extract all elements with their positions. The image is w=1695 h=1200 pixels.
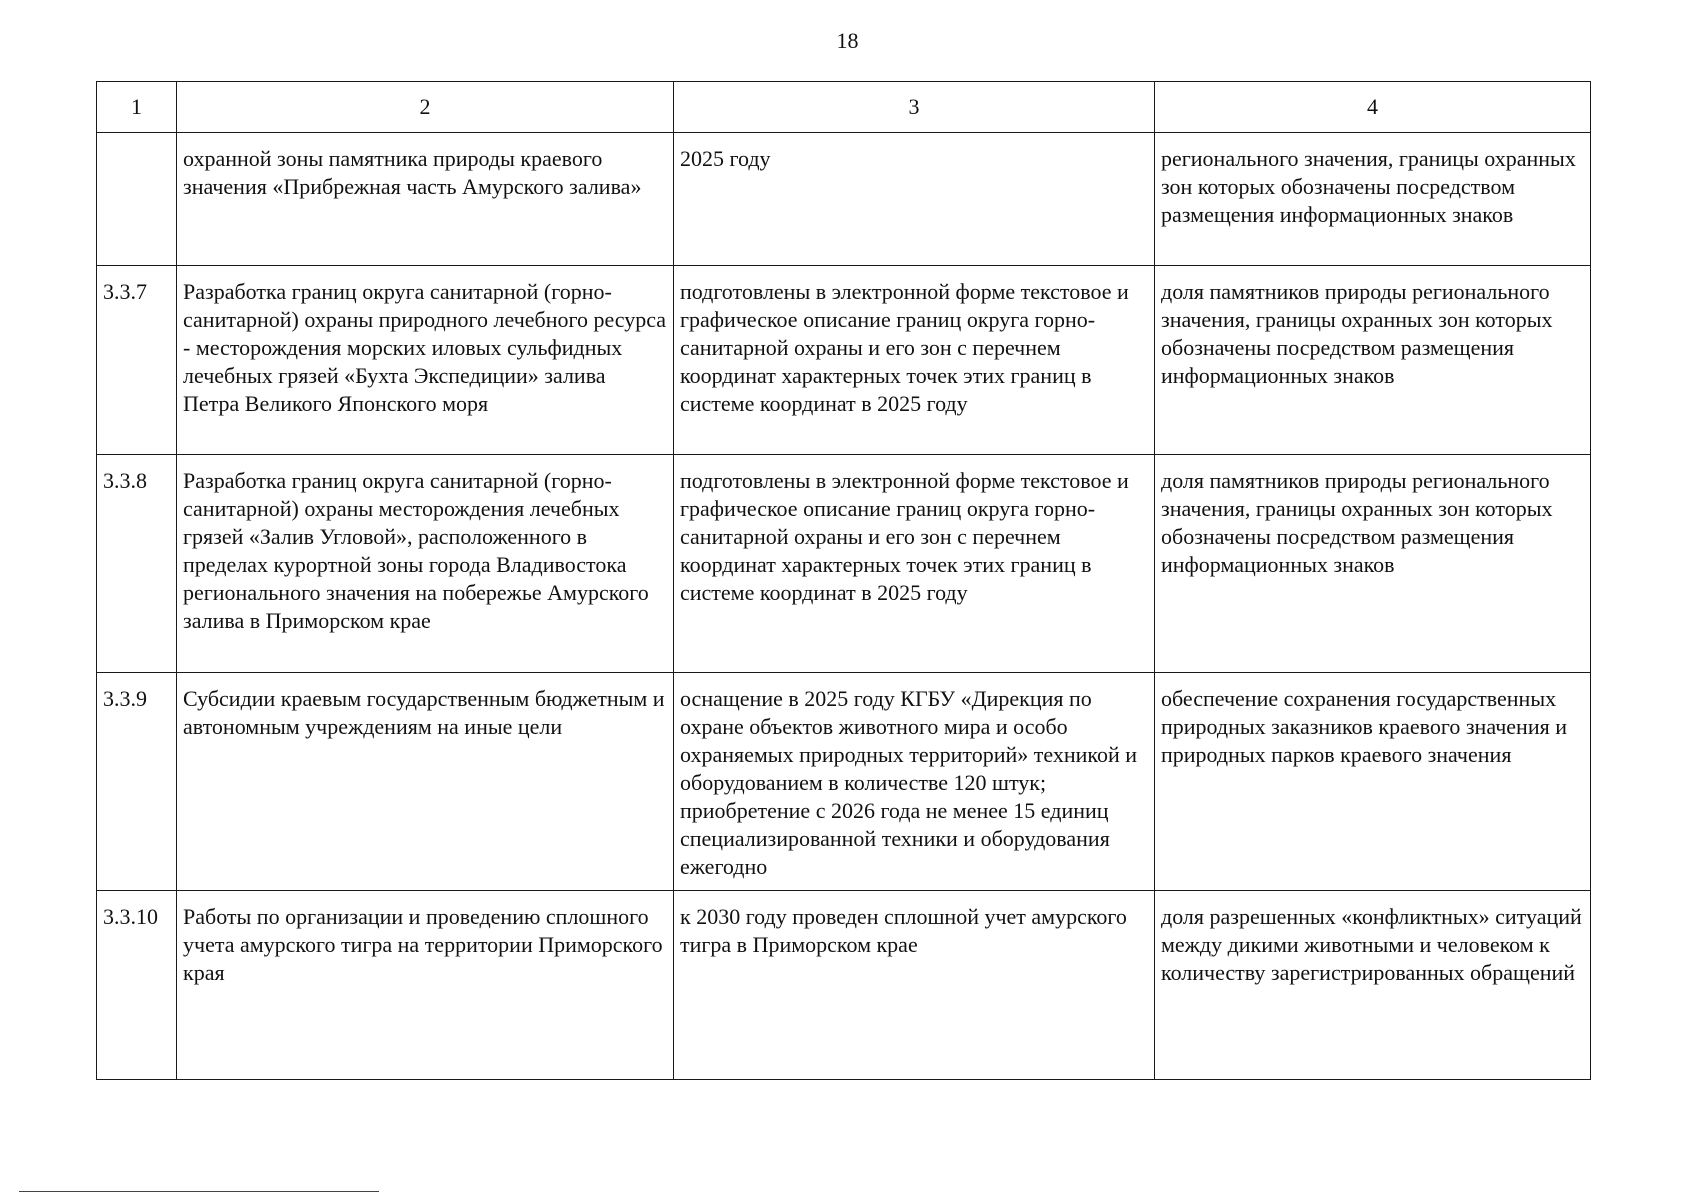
row-result: 2025 году: [674, 133, 1155, 266]
row-measure: Разработка границ округа санитарной (горно-санитарной) охраны месторождения лечебных грязей «Залив Угловой», расположенного в пределах курортной зоны города Владивостока регионального значения на побережье Амурского залива в Приморском крае: [177, 455, 674, 673]
table-header-row: [97, 82, 1591, 133]
row-number: 3.3.7: [97, 266, 177, 455]
row-indicator: доля разрешенных «конфликтных» ситуаций между дикими животными и человеком к количеству зарегистрированных обращений: [1155, 891, 1591, 1080]
page-number: 18: [836, 28, 859, 53]
column-header-3: 3: [674, 82, 1155, 133]
row-result: оснащение в 2025 году КГБУ «Дирекция по охране объектов животного мира и особо охраняемых природных территорий» техникой и оборудованием в количестве 120 штук; приобретение с 2026 года не менее 15 единиц специализированной техники и оборудования ежегодно: [674, 673, 1155, 891]
row-indicator: обеспечение сохранения государственных природных заказников краевого значения и природных парков краевого значения: [1155, 673, 1591, 891]
table-row: [97, 891, 1591, 1080]
table-row: [97, 673, 1591, 891]
row-indicator: регионального значения, границы охранных зон которых обозначены посредством размещения информационных знаков: [1155, 133, 1591, 266]
row-result: подготовлены в электронной форме текстовое и графическое описание границ округа горно-санитарной охраны и его зон с перечнем координат характерных точек этих границ в системе координат в 2025 году: [674, 455, 1155, 673]
row-measure: охранной зоны памятника природы краевого значения «Прибрежная часть Амурского залива»: [177, 133, 674, 266]
row-indicator: доля памятников природы регионального значения, границы охранных зон которых обозначены посредством размещения информационных знаков: [1155, 455, 1591, 673]
row-number: 3.3.10: [97, 891, 177, 1080]
row-measure: Работы по организации и проведению сплошного учета амурского тигра на территории Приморского края: [177, 891, 674, 1080]
row-indicator: доля памятников природы регионального значения, границы охранных зон которых обозначены посредством размещения информационных знаков: [1155, 266, 1591, 455]
column-header-1: 1: [97, 82, 177, 133]
row-number: 3.3.9: [97, 673, 177, 891]
measures-table: [96, 81, 1591, 1080]
row-measure: Субсидии краевым государственным бюджетным и автономным учреждениям на иные цели: [177, 673, 674, 891]
table-row: [97, 133, 1591, 266]
column-header-4: 4: [1155, 82, 1591, 133]
row-result: к 2030 году проведен сплошной учет амурского тигра в Приморском крае: [674, 891, 1155, 1080]
row-result: подготовлены в электронной форме текстовое и графическое описание границ округа горно-санитарной охраны и его зон с перечнем координат характерных точек этих границ в системе координат в 2025 году: [674, 266, 1155, 455]
table-row: [97, 266, 1591, 455]
row-number: [97, 133, 177, 266]
row-measure: Разработка границ округа санитарной (горно-санитарной) охраны природного лечебного ресурса - месторождения морских иловых сульфидных лечебных грязей «Бухта Экспедиции» залива Петра Великого Японского моря: [177, 266, 674, 455]
footnote-rule: [19, 1191, 379, 1192]
row-number: 3.3.8: [97, 455, 177, 673]
table-row: [97, 455, 1591, 673]
column-header-2: 2: [177, 82, 674, 133]
